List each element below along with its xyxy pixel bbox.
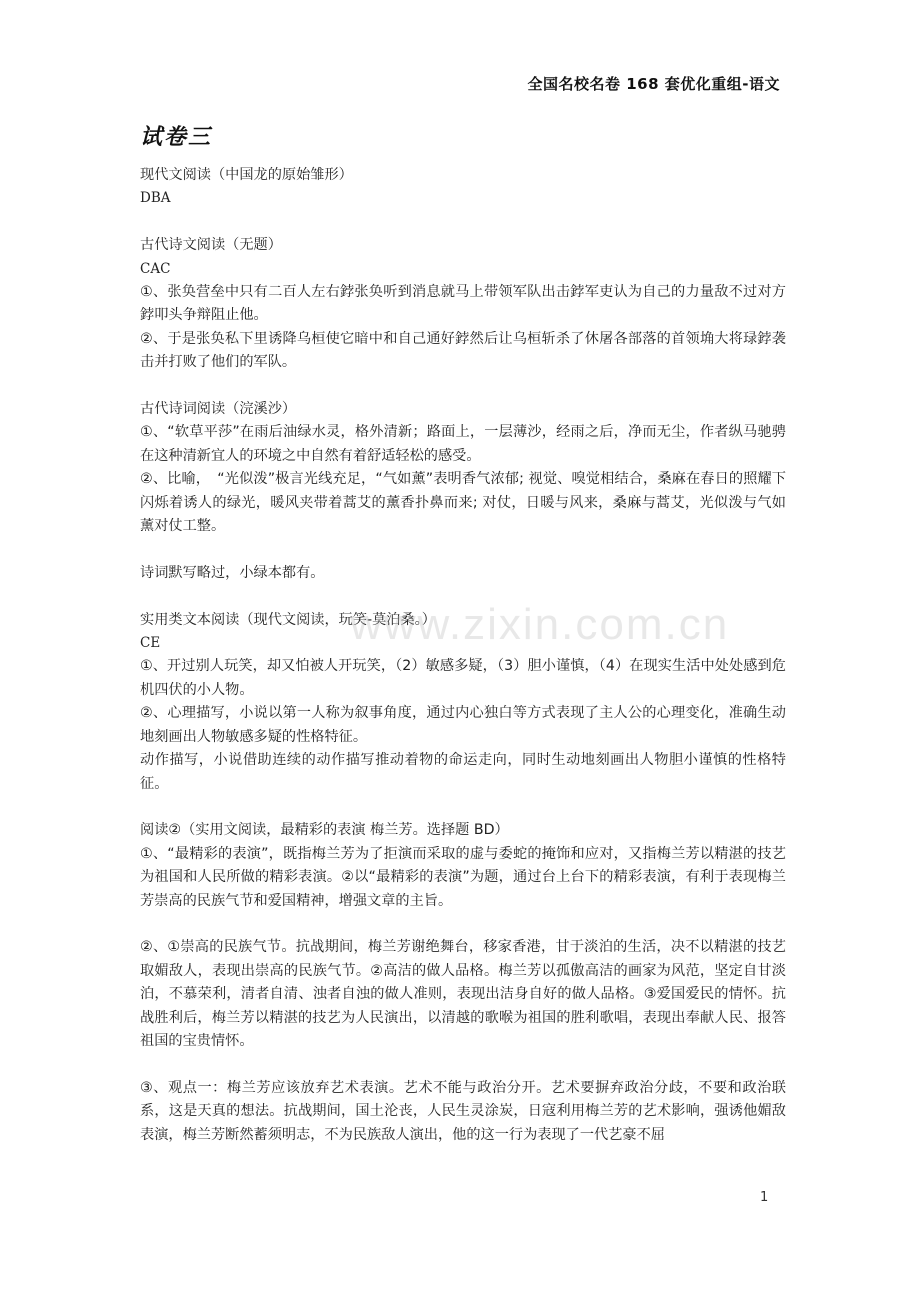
answer-paragraph: ①、张奂营垒中只有二百人左右鋍张奂听到消息就马上带领军队出击鋍军吏认为自己的力量敌不过对方鋍叩头争辩阻止他。 bbox=[140, 284, 786, 324]
section-heading: 实用类文本阅读（现代文阅读，玩笑-莫泊桑。） bbox=[140, 611, 436, 628]
answer-paragraph: ②、①崇高的民族气节。抗战期间，梅兰芳谢绝舞台，移家香港，甘于淡泊的生活，决不以精湛的技艺取媚敌人，表现出崇高的民族气节。②高洁的做人品格。梅兰芳以孤傲高洁的画家为风范，坚定自甘淡泊，不慕荣利，清者自清、浊者自浊的做人准则，表现出洁身自好的做人品格。③爱国爱民的情怀。抗战胜利后，梅兰芳以精湛的技艺为人民演出，以清越的歌喉为祖国的胜利歌唱，表现出奉献人民、报答祖国的宝贵情怀。 bbox=[140, 939, 786, 1049]
paragraph-gap bbox=[140, 796, 786, 819]
running-header: 全国名校名卷 168 套优化重组-语文 bbox=[527, 75, 780, 93]
page-number: 1 bbox=[760, 1190, 769, 1205]
document-body bbox=[140, 164, 786, 1147]
section-heading: 现代文阅读（中国龙的原始雏形） bbox=[140, 167, 353, 183]
answer-paragraph: ①、“最精彩的表演”，既指梅兰芳为了拒演而采取的虚与委蛇的掩饰和应对，又指梅兰芳以精湛的技艺为祖国和人民所做的精彩表演。②以“最精彩的表演”为题，通过台上台下的精彩表演，有利于表现梅兰芳崇高的民族气节和爱国精神，增强文章的主旨。 bbox=[140, 845, 786, 909]
answer-paragraph: ②、比喻， “光似泼”极言光线充足，“气如薰”表明香气浓郁; 视觉、嗅觉相结合，桑麻在春日的照耀下闪烁着诱人的绿光，暖风夹带着蒿艾的薰香扑鼻而来; 对仗，日暖与风来，桑麻与蒿艾，光似泼与气如薰对仗工整。 bbox=[140, 471, 786, 535]
paragraph-gap bbox=[140, 375, 786, 398]
answer-paragraph: ①、“软草平莎”在雨后油绿水灵，格外清新；路面上，一层薄沙，经雨之后，净而无尘，作者纵马驰骋在这种清新宜人的环境之中自然有着舒适轻松的感受。 bbox=[140, 424, 786, 464]
watermark: www.zixin.com.cn bbox=[350, 600, 730, 649]
paragraph-gap bbox=[140, 1053, 786, 1076]
section-heading: 古代诗词阅读（浣溪沙） bbox=[140, 401, 297, 418]
answer-paragraph: ①、开过别人玩笑，却又怕被人开玩笑，（2）敏感多疑，（3）胆小谨慎，（4）在现实生活中处处感到危机四伏的小人物。 bbox=[140, 658, 786, 698]
answer-paragraph: 动作描写，小说借助连续的动作描写推动着物的命运走向，同时生动地刻画出人物胆小谨慎的性格特征。 bbox=[140, 752, 786, 792]
paragraph-gap bbox=[140, 913, 786, 936]
note-paragraph: 诗词默写略过，小绿本都有。 bbox=[140, 564, 325, 581]
section-heading: 古代诗文阅读（无题） bbox=[140, 237, 282, 254]
answer-paragraph: ③、观点一：梅兰芳应该放弃艺术表演。艺术不能与政治分开。艺术要摒弃政治分歧，不要和政治联系，这是天真的想法。抗战期间，国土沦丧，人民生灵涂炭，日寇利用梅兰芳的艺术影响，强诱他媚敌表演，梅兰芳断然蓄须明志，不为民族敌人演出，他的这一行为表现了一代艺豪不屈 bbox=[140, 1079, 786, 1143]
page-title: 试卷三 bbox=[140, 124, 213, 150]
answer-paragraph: ②、于是张奂私下里诱降乌桓使它暗中和自己通好鋍然后让乌桓斩杀了休屠各部落的首领埆大将琭鋍袭击并打败了他们的军队。 bbox=[140, 330, 786, 371]
section-heading: 阅读②（实用文阅读，最精彩的表演 梅兰芳。选择题 BD） bbox=[140, 822, 509, 839]
answer-key: CAC bbox=[140, 260, 171, 277]
answer-paragraph: ②、心理描写，小说以第一人称为叙事角度，通过内心独白等方式表现了主人公的心理变化，准确生动地刻画出人物敏感多疑的性格特征。 bbox=[140, 705, 786, 745]
paragraph-gap bbox=[140, 211, 786, 234]
answer-key: CE bbox=[140, 635, 161, 652]
answer-key: DBA bbox=[140, 190, 171, 207]
paragraph-gap bbox=[140, 538, 786, 561]
